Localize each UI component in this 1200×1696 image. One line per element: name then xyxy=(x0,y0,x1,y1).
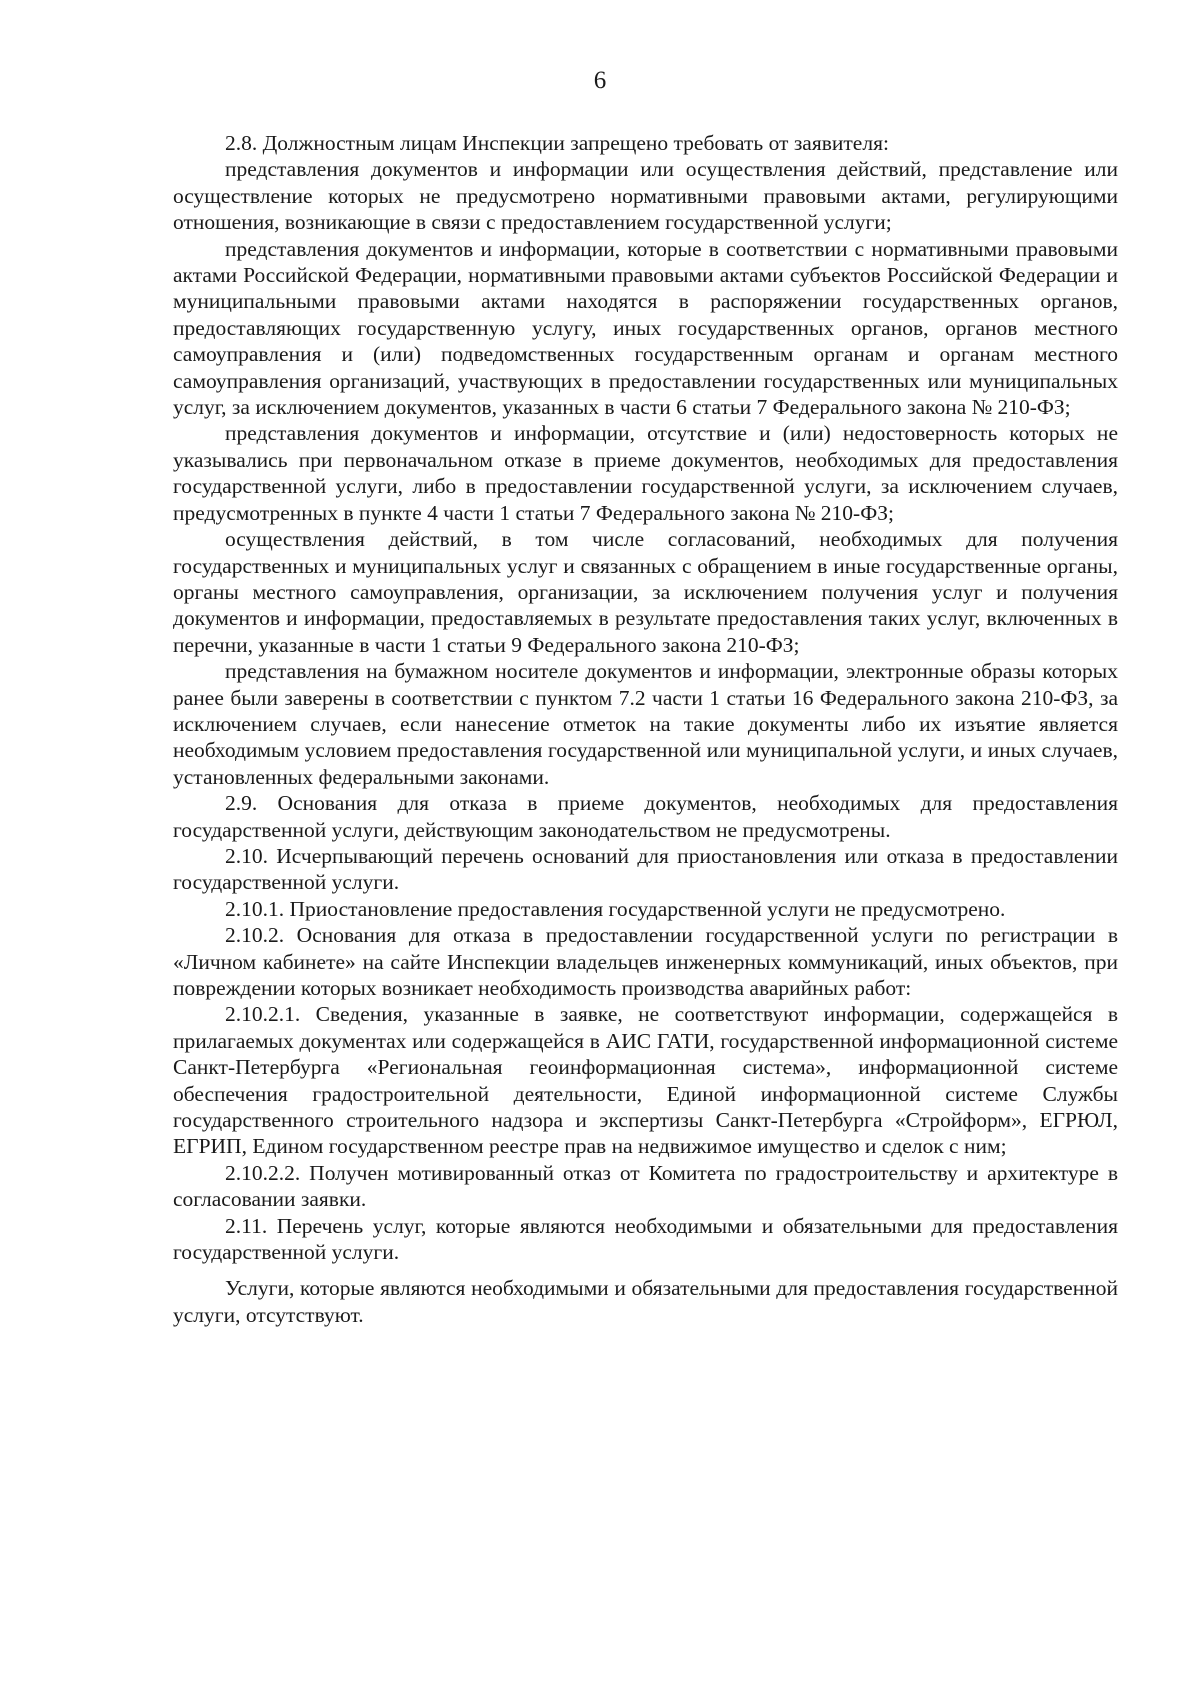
paragraph-2-10-2-2: 2.10.2.2. Получен мотивированный отказ от Комитета по градостроительству и архитектуре в согласовании заявки. xyxy=(173,1160,1118,1212)
paragraph-services-absent: Услуги, которые являются необходимыми и обязательными для предоставления государственной услуги, отсутствуют. xyxy=(173,1276,1118,1327)
paragraph-2-9: 2.9. Основания для отказа в приеме документов, необходимых для предоставления государственной услуги, действующим законодательством не предусмотрены. xyxy=(173,791,1118,842)
paragraph-item-5: представления на бумажном носителе документов и информации, электронные образы которых ранее были заверены в соответствии с пунктом 7.2 части 1 статьи 16 Федерального закона 210-ФЗ, за исключением случаев, если нанесение отметок на такие документы либо их изъятие является необходимым условием предоставления государственной или муниципальной услуги, и иных случаев, установленных федеральными законами. xyxy=(173,659,1118,789)
paragraph-item-3: представления документов и информации, отсутствие и (или) недостоверность которых не указывались при первоначальном отказе в приеме документов, необходимых для предоставления государственной услуги, либо в предоставлении государственной услуги, за исключением случаев, предусмотренных в пункте 4 части 1 статьи 7 Федерального закона № 210-ФЗ; xyxy=(173,421,1118,525)
paragraph-item-1: представления документов и информации или осуществления действий, представление или осуществление которых не предусмотрено нормативными правовыми актами, регулирующими отношения, возникающие в связи с предоставлением государственной услуги; xyxy=(173,157,1118,235)
paragraph-item-2: представления документов и информации, которые в соответствии с нормативными правовыми актами Российской Федерации, нормативными правовыми актами субъектов Российской Федерации и муниципальными правовыми актами находятся в распоряжении государственных органов, предоставляющих государственную услугу, иных государственных органов, органов местного самоуправления и (или) подведомственных государственным органам и органам местного самоуправления организаций, участвующих в предоставлении государственных или муниципальных услуг, за исключением документов, указанных в части 6 статьи 7 Федерального закона № 210-ФЗ; xyxy=(173,236,1118,420)
paragraph-2-11: 2.11. Перечень услуг, которые являются необходимыми и обязательными для предоставления государственной услуги. xyxy=(173,1213,1118,1265)
paragraph-2-10-2: 2.10.2. Основания для отказа в предоставлении государственной услуги по регистрации в «Личном кабинете» на сайте Инспекции владельцев инженерных коммуникаций, иных объектов, при повреждении которых возникает необходимость производства аварийных работ: xyxy=(173,923,1118,1000)
page-number: 6 xyxy=(593,67,607,94)
paragraph-2-10-1: 2.10.1. Приостановление предоставления государственной услуги не предусмотрено. xyxy=(225,896,1006,921)
paragraph-2-10-2-1: 2.10.2.1. Сведения, указанные в заявке, не соответствуют информации, содержащейся в прилагаемых документах или содержащейся в АИС ГАТИ, государственной информационной системе Санкт-Петербурга «Региональная геоинформационная система», информационной системе обеспечения градостроительной деятельности, Единой информационной системе Службы государственного строительного надзора и экспертизы Санкт-Петербурга «Стройформ», ЕГРЮЛ, ЕГРИП, Едином государственном реестре прав на недвижимое имущество и сделок с ним; xyxy=(173,1002,1118,1159)
paragraph-2-10: 2.10. Исчерпывающий перечень оснований для приостановления или отказа в предоставлении государственной услуги. xyxy=(173,843,1118,895)
document-body xyxy=(173,130,1118,1328)
paragraph-item-4: осуществления действий, в том числе согласований, необходимых для получения государственных и муниципальных услуг и связанных с обращением в иные государственные органы, органы местного самоуправления, организации, за исключением получения услуг и получения документов и информации, предоставляемых в результате предоставления таких услуг, включенных в перечни, указанные в части 1 статьи 9 Федерального закона 210-ФЗ; xyxy=(173,527,1118,657)
paragraph-2-8: 2.8. Должностным лицам Инспекции запрещено требовать от заявителя: xyxy=(225,131,889,155)
